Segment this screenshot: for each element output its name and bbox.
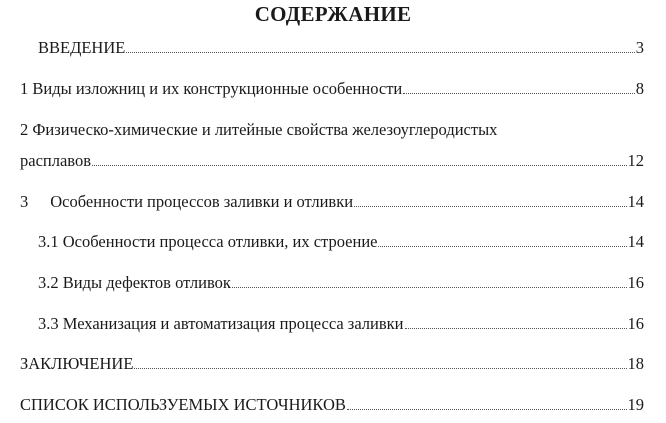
toc-page-number: 14	[627, 232, 644, 251]
toc-dot-leader	[378, 245, 626, 247]
toc-page-number: 14	[627, 192, 644, 211]
toc-entry-introduction[interactable]	[38, 38, 644, 58]
toc-dot-leader	[405, 327, 627, 329]
toc-page-number: 18	[627, 354, 644, 373]
toc-entry-section-3-2[interactable]	[38, 273, 644, 293]
toc-dot-leader	[126, 51, 634, 53]
toc-entry-label: 3.2 Виды дефектов отливок	[38, 273, 231, 292]
toc-dot-leader	[347, 408, 627, 410]
toc-dot-leader	[232, 286, 627, 288]
toc-page-number: 3	[635, 38, 644, 57]
toc-entry-section-3-1[interactable]	[38, 232, 644, 252]
toc-page-number: 19	[627, 395, 644, 414]
toc-entry-label: 3.1 Особенности процесса отливки, их строение	[38, 232, 378, 251]
toc-dot-leader	[134, 367, 626, 369]
toc-entry-label: 1 Виды изложниц и их конструкционные особенности	[20, 79, 403, 98]
toc-dot-leader	[403, 92, 635, 94]
toc-page-number: 16	[627, 273, 644, 292]
toc-entry-label	[20, 192, 353, 212]
toc-entry-title: Особенности процессов заливки и отливки	[50, 192, 354, 211]
toc-entry-label: ЗАКЛЮЧЕНИЕ	[20, 354, 134, 373]
toc-entry-chapter-1[interactable]	[20, 79, 644, 99]
toc-entry-references[interactable]	[20, 395, 644, 415]
toc-entry-label: 3.3 Механизация и автоматизация процесса заливки	[38, 314, 404, 333]
toc-entry-chapter-2-line1[interactable]: 2 Физическо-химические и литейные свойства железоуглеродистых	[20, 120, 498, 139]
toc-entry-chapter-3[interactable]	[20, 192, 644, 212]
toc-dot-leader	[354, 205, 626, 207]
toc-entry-number: 3	[20, 192, 29, 211]
toc-entry-section-3-3[interactable]	[38, 314, 644, 334]
toc-dot-leader	[92, 164, 626, 166]
toc-entry-conclusion[interactable]	[20, 354, 644, 374]
toc-page-number: 16	[627, 314, 644, 333]
toc-entry-label: СПИСОК ИСПОЛЬЗУЕМЫХ ИСТОЧНИКОВ	[20, 395, 346, 414]
toc-title: СОДЕРЖАНИЕ	[254, 2, 412, 26]
toc-entry-chapter-2-line2[interactable]	[20, 151, 644, 171]
toc-entry-label: ВВЕДЕНИЕ	[38, 38, 126, 57]
toc-entry-label: расплавов	[20, 151, 92, 170]
toc-page-number: 8	[635, 79, 644, 98]
toc-page-number: 12	[627, 151, 644, 170]
